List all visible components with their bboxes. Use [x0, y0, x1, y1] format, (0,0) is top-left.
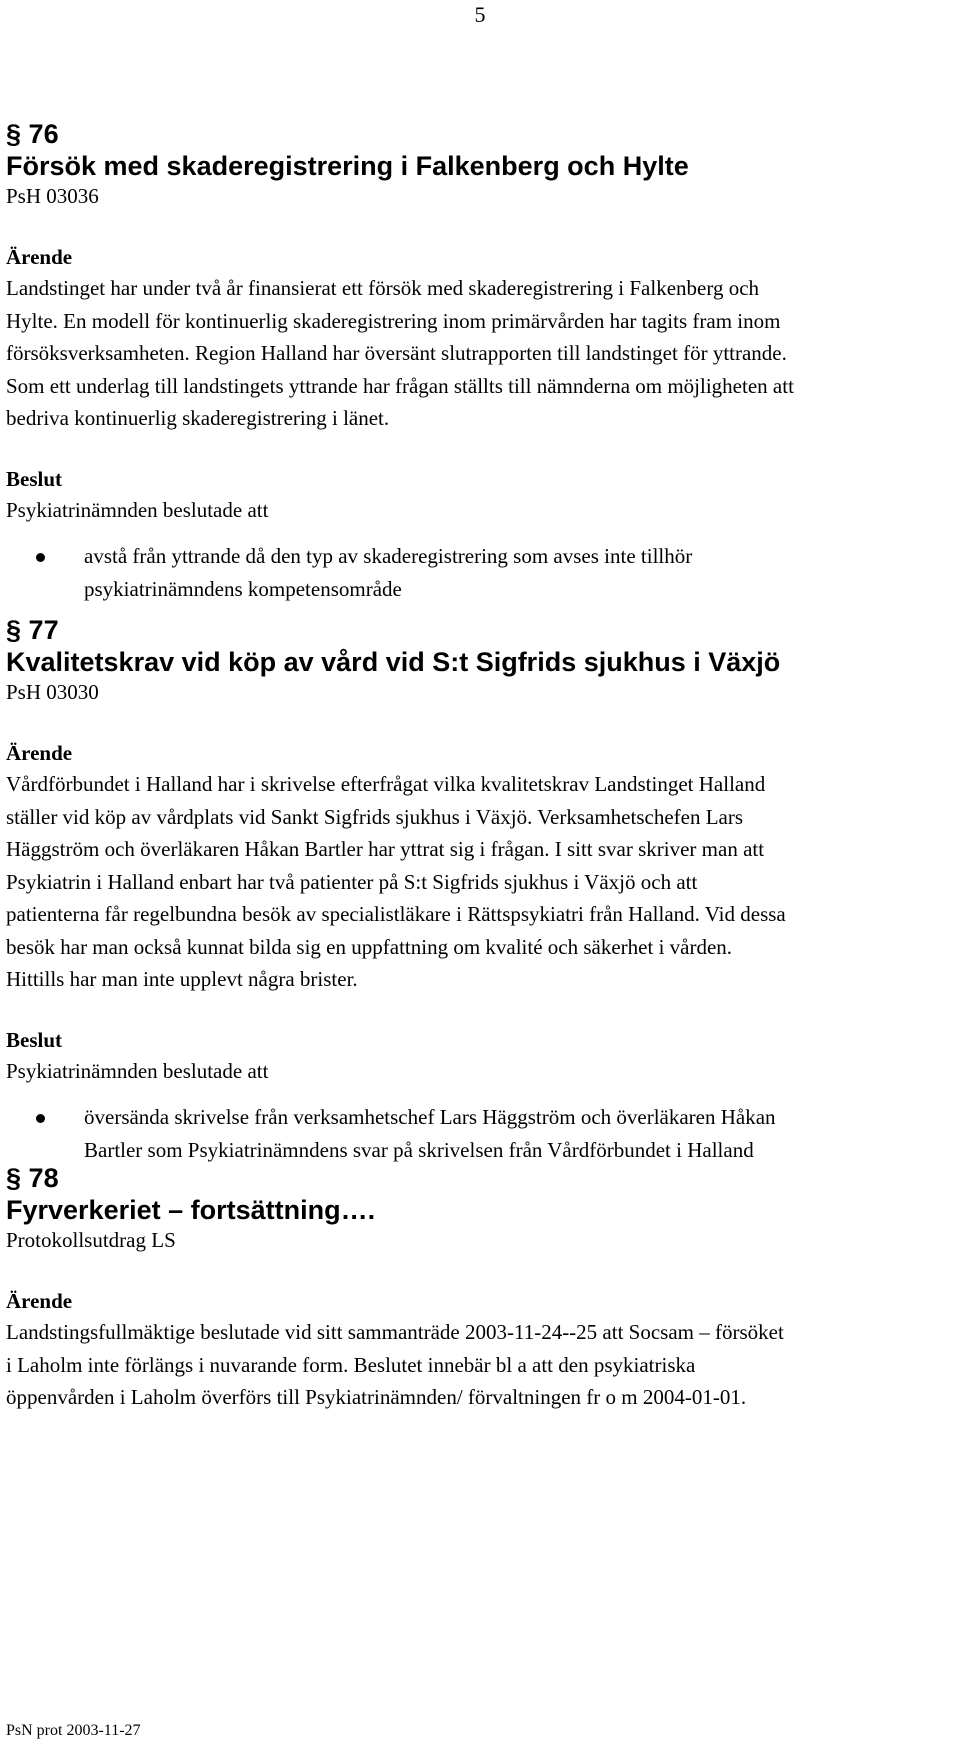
section-title: Försök med skaderegistrering i Falkenberg och Hylte — [6, 151, 689, 181]
text-line: Landstingsfullmäktige beslutade vid sitt sammanträde 2003-11-24--25 att Socsam – försöket — [6, 1320, 784, 1344]
text-line: psykiatrinämndens kompetensområde — [84, 576, 402, 601]
section-symbol: § — [6, 1163, 22, 1193]
section-title: Kvalitetskrav vid köp av vård vid S:t Sigfrids sjukhus i Växjö — [6, 647, 781, 677]
text-line: bedriva kontinuerlig skaderegistrering i länet. — [6, 406, 390, 430]
page-number: 5 — [474, 2, 486, 27]
text-line: Hittills har man inte upplevt några brister. — [6, 967, 358, 991]
arende-text — [6, 272, 956, 435]
reference-number: Protokollsutdrag LS — [6, 1228, 176, 1252]
decision-item — [6, 540, 956, 605]
text-line: patienterna får regelbundna besök av specialistläkare i Rättspsykiatri från Halland. Vid dessa — [6, 902, 786, 926]
section-symbol: § — [6, 615, 22, 645]
section-number — [6, 118, 956, 150]
section-number-value: 77 — [28, 615, 59, 645]
text-line: ställer vid köp av vårdplats vid Sankt Sigfrids sjukhus i Växjö. Verksamhetschefen Lars — [6, 804, 744, 829]
beslut-intro: Psykiatrinämnden beslutade att — [6, 1058, 269, 1083]
arende-text — [6, 768, 956, 996]
section-number — [6, 1162, 956, 1194]
reference-number: PsH 03036 — [6, 184, 99, 208]
text-line: Hylte. En modell för kontinuerlig skaderegistrering inom primärvården har tagits fram inom — [6, 308, 781, 333]
text-line: Som ett underlag till landstingets yttrande har frågan ställts till nämnderna om möjligheten att — [6, 373, 794, 398]
section-number — [6, 614, 956, 646]
arende-heading: Ärende — [6, 741, 73, 765]
text-line: översända skrivelse från verksamhetschef Lars Häggström och överläkaren Håkan — [84, 1105, 776, 1129]
reference-number: PsH 03030 — [6, 680, 99, 704]
text-line: Landstinget har under två år finansierat ett försök med skaderegistrering i Falkenberg och — [6, 276, 760, 300]
decision-list — [6, 1101, 956, 1166]
section-number-value: 78 — [28, 1163, 59, 1193]
text-line: avstå från yttrande då den typ av skaderegistrering som avses inte tillhör — [84, 544, 693, 568]
page-footer: PsN prot 2003-11-27 — [6, 1722, 141, 1739]
text-line: Vårdförbundet i Halland har i skrivelse efterfrågat vilka kvalitetskrav Landstinget Halland — [6, 772, 766, 796]
section-symbol: § — [6, 119, 22, 149]
text-line: Bartler som Psykiatrinämndens svar på skrivelsen från Vårdförbundet i Halland — [84, 1137, 754, 1162]
section-number-value: 76 — [28, 119, 59, 149]
beslut-heading: Beslut — [6, 1027, 63, 1052]
text-line: försöksverksamheten. Region Halland har översänt slutrapporten till landstinget för yttrande. — [6, 341, 787, 365]
section-76 — [6, 118, 956, 605]
text-line: besök har man också kunnat bilda sig en uppfattning om kvalité och säkerhet i vården. — [6, 934, 733, 959]
decision-list — [6, 540, 956, 605]
text-line: i Laholm inte förlängs i nuvarande form. Beslutet innebär bl a att den psykiatriska — [6, 1352, 696, 1377]
beslut-heading: Beslut — [6, 466, 63, 491]
section-78 — [6, 1162, 956, 1414]
text-line: Psykiatrin i Halland enbart har två patienter på S:t Sigfrids sjukhus i Växjö och att — [6, 869, 698, 894]
arende-text — [6, 1316, 956, 1414]
beslut-intro: Psykiatrinämnden beslutade att — [6, 497, 269, 522]
section-77 — [6, 614, 956, 1166]
text-line: Häggström och överläkaren Håkan Bartler har yttrat sig i frågan. I sitt svar skriver man att — [6, 837, 765, 861]
decision-item — [6, 1101, 956, 1166]
text-line: öppenvården i Laholm överförs till Psykiatrinämnden/ förvaltningen fr o m 2004-01-01. — [6, 1385, 747, 1409]
section-title: Fyrverkeriet – fortsättning…. — [6, 1195, 376, 1225]
arende-heading: Ärende — [6, 1289, 73, 1313]
arende-heading: Ärende — [6, 245, 73, 269]
